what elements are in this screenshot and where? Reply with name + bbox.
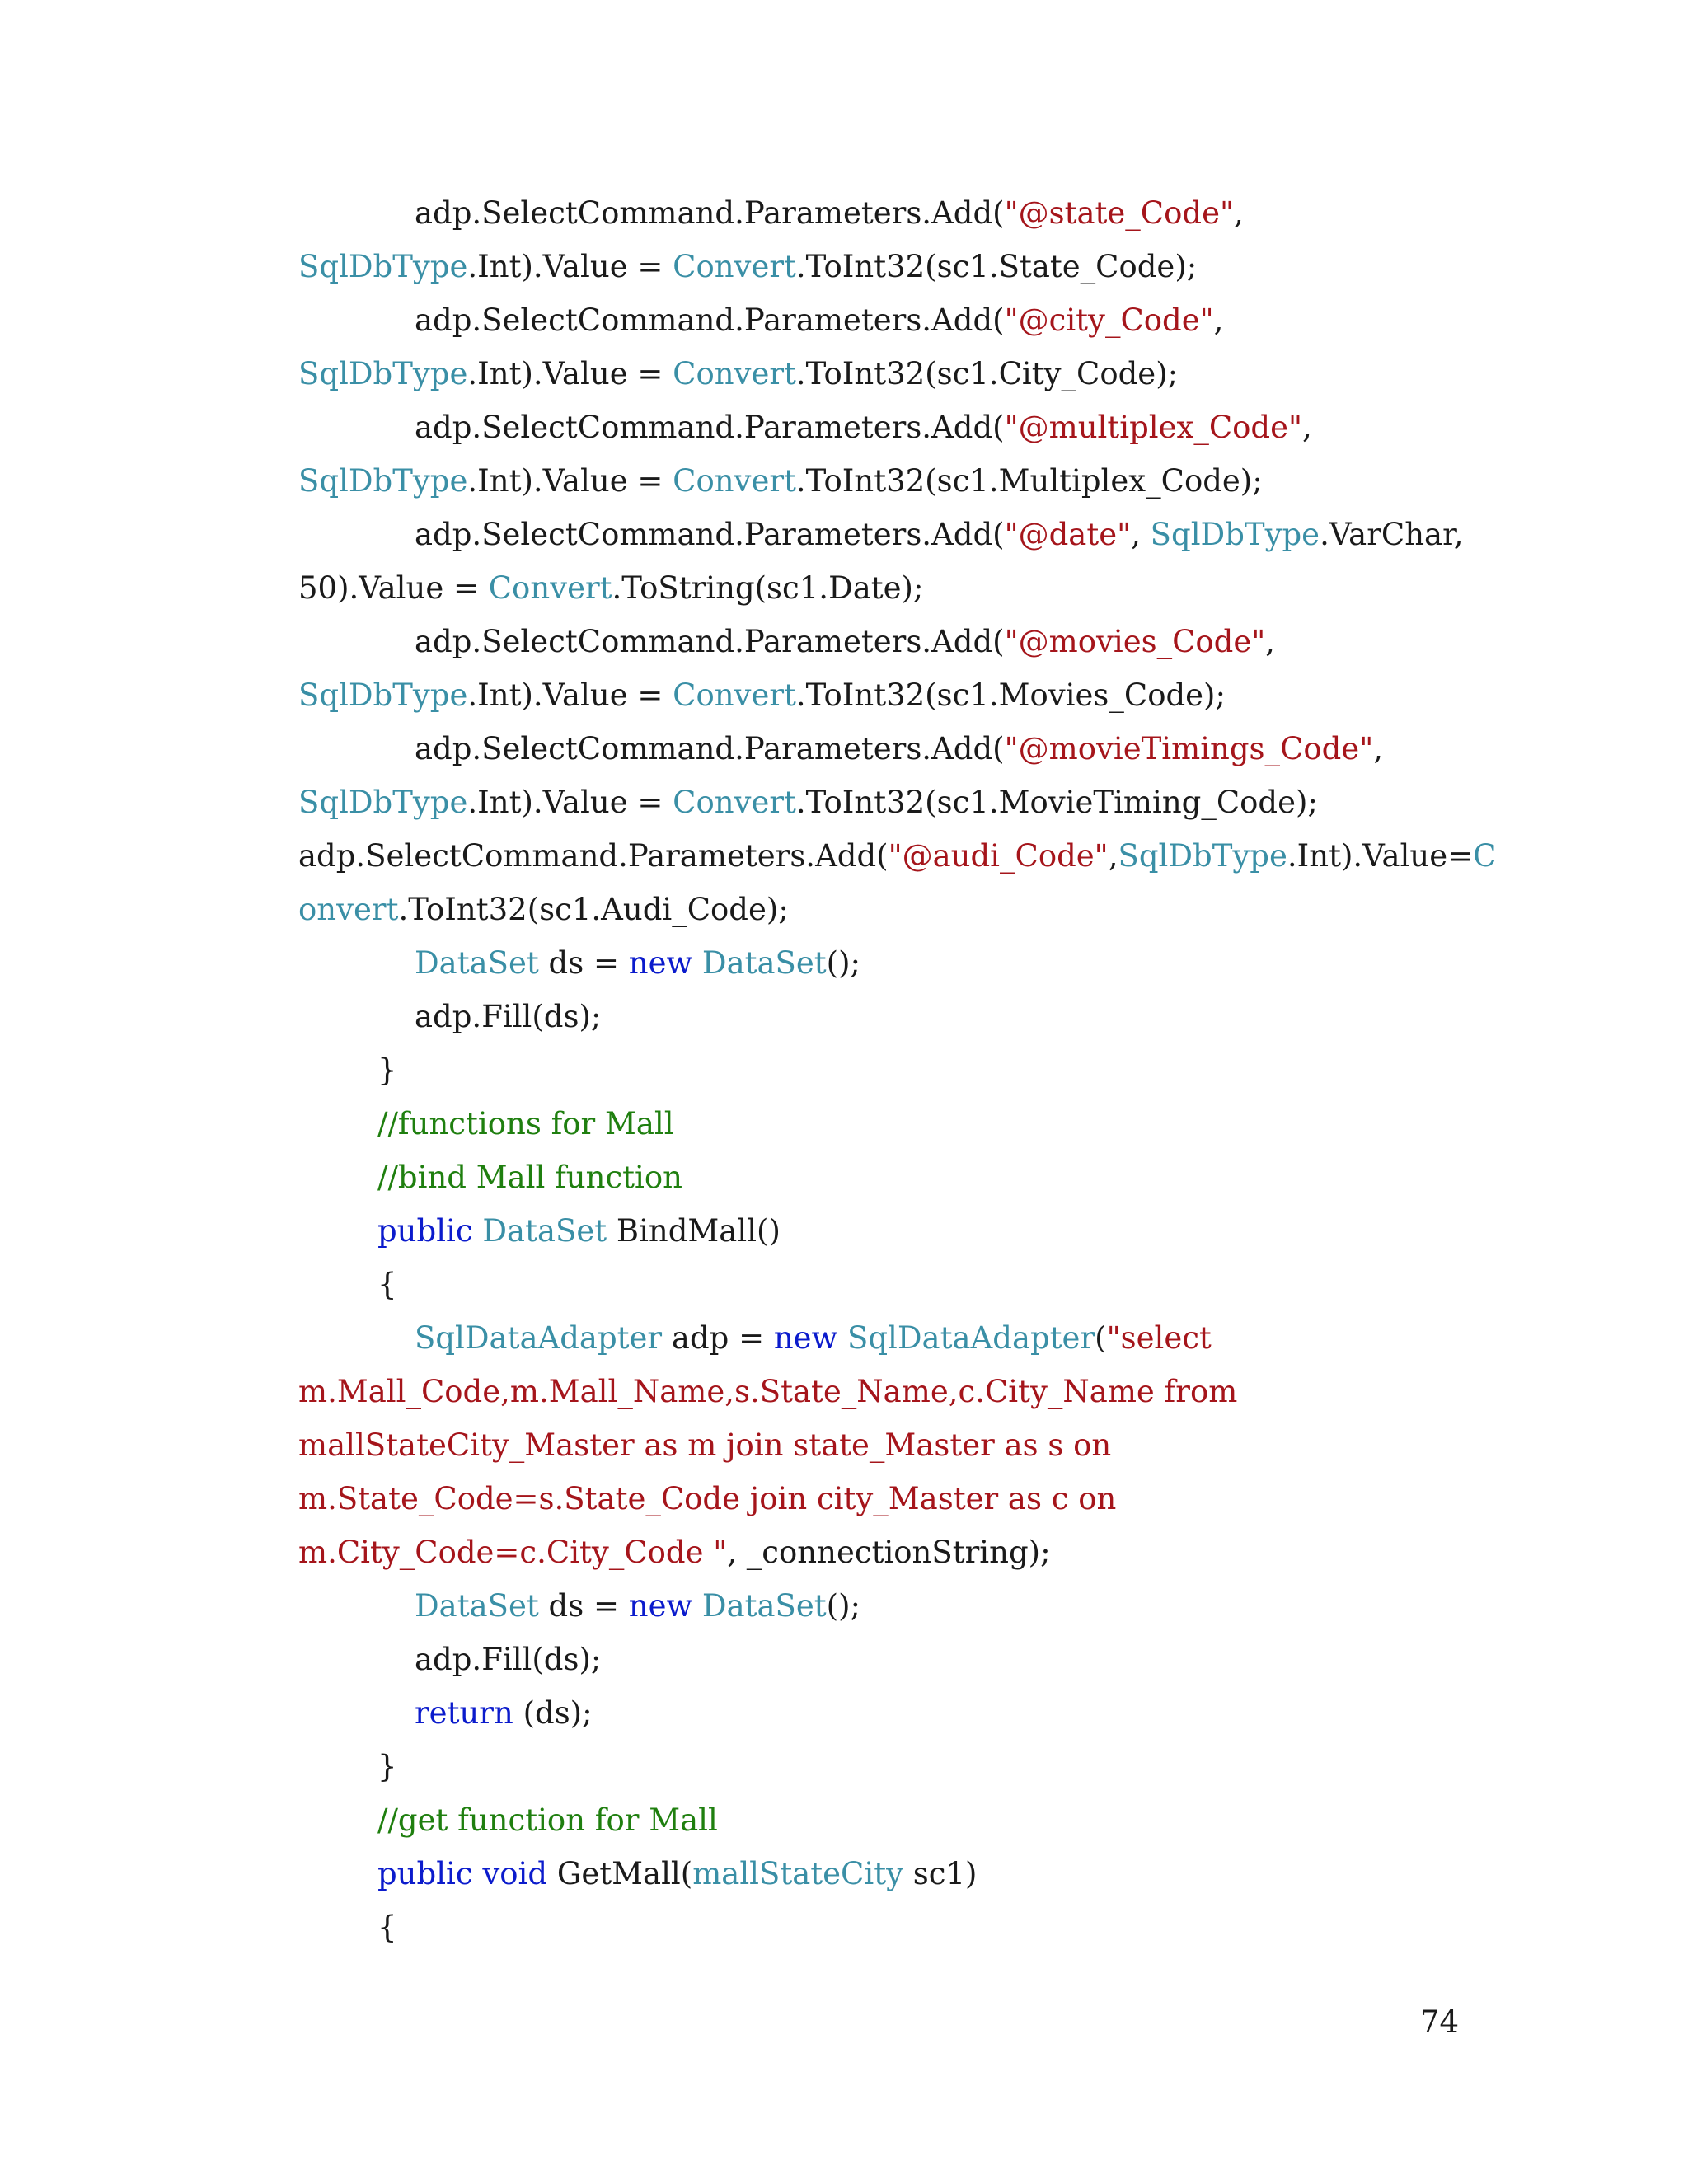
code-line xyxy=(298,1151,1452,1204)
code-token: SqlDbType xyxy=(298,356,468,391)
code-token: adp.Fill(ds); xyxy=(415,999,602,1034)
page-number: 74 xyxy=(1419,2004,1459,2040)
code-token: m.State_Code=s.State_Code join city_Master as c on xyxy=(298,1481,1117,1516)
code-token: Convert xyxy=(673,463,796,499)
code-token: DataSet xyxy=(415,1588,539,1624)
code-token: adp.SelectCommand.Parameters.Add( xyxy=(415,624,1005,659)
code-token: adp.SelectCommand.Parameters.Add( xyxy=(415,302,1005,338)
code-line xyxy=(298,1579,1452,1633)
code-token: adp.SelectCommand.Parameters.Add( xyxy=(298,838,889,874)
code-token xyxy=(473,1856,483,1891)
code-token: .ToInt32(sc1.Multiplex_Code); xyxy=(795,463,1263,499)
code-line xyxy=(298,668,1452,722)
code-token xyxy=(692,1588,702,1624)
code-token: mallStateCity xyxy=(692,1856,903,1891)
code-token: (); xyxy=(826,1588,861,1624)
code-token: public xyxy=(377,1856,473,1891)
code-line xyxy=(298,454,1452,508)
code-line xyxy=(298,401,1452,454)
code-token: sc1) xyxy=(903,1856,978,1891)
code-token: , xyxy=(1131,517,1151,552)
code-line xyxy=(298,883,1452,936)
code-line xyxy=(298,936,1452,990)
code-token: .Int).Value = xyxy=(467,677,673,713)
code-token: .ToInt32(sc1.State_Code); xyxy=(795,249,1198,284)
code-listing xyxy=(298,186,1497,1954)
code-token: , xyxy=(1233,195,1244,231)
code-line xyxy=(298,722,1452,776)
code-token: void xyxy=(482,1856,548,1891)
code-token: m.City_Code=c.City_Code " xyxy=(298,1535,728,1570)
code-token: .ToString(sc1.Date); xyxy=(612,570,924,606)
code-token: ( xyxy=(1095,1320,1107,1356)
code-token: SqlDbType xyxy=(298,785,468,820)
code-token: onvert xyxy=(298,892,399,927)
code-line xyxy=(298,1793,1452,1847)
code-token: mallStateCity_Master as m join state_Master as s on xyxy=(298,1427,1112,1463)
code-token: .ToInt32(sc1.City_Code); xyxy=(795,356,1179,391)
code-line xyxy=(298,186,1452,240)
code-line xyxy=(298,1365,1452,1418)
code-token: .VarChar, xyxy=(1320,517,1464,552)
code-token: { xyxy=(377,1267,397,1302)
code-token: GetMall( xyxy=(547,1856,693,1891)
code-line xyxy=(298,1097,1452,1151)
code-token: .Int).Value = xyxy=(467,249,673,284)
code-token: .ToInt32(sc1.Movies_Code); xyxy=(795,677,1226,713)
code-token: Convert xyxy=(488,570,612,606)
code-token: Convert xyxy=(673,356,796,391)
code-token: 50).Value = xyxy=(298,570,489,606)
code-token: public xyxy=(377,1213,473,1249)
code-line xyxy=(298,615,1452,668)
code-token: BindMall() xyxy=(607,1213,781,1249)
code-line xyxy=(298,240,1452,293)
code-token: //bind Mall function xyxy=(377,1160,682,1195)
code-token: SqlDbType xyxy=(298,463,468,499)
code-line xyxy=(298,1847,1452,1900)
code-token: C xyxy=(1473,838,1497,874)
code-token: SqlDbType xyxy=(298,249,468,284)
code-line xyxy=(298,1633,1452,1686)
code-token: DataSet xyxy=(701,945,827,981)
code-token: "@movies_Code" xyxy=(1004,624,1266,659)
code-token: .ToInt32(sc1.MovieTiming_Code); xyxy=(795,785,1318,820)
code-token: DataSet xyxy=(701,1588,827,1624)
code-token: , xyxy=(1302,410,1312,445)
code-token: SqlDbType xyxy=(298,677,468,713)
code-token: //get function for Mall xyxy=(377,1802,718,1838)
code-token: SqlDbType xyxy=(1118,838,1287,874)
code-line xyxy=(298,347,1452,401)
code-line xyxy=(298,1900,1452,1954)
code-token: DataSet xyxy=(482,1213,607,1249)
code-token xyxy=(692,945,702,981)
code-line xyxy=(298,1043,1452,1097)
code-token: , xyxy=(1108,838,1118,874)
code-token: } xyxy=(377,1052,397,1088)
code-token: m.Mall_Code,m.Mall_Name,s.State_Name,c.City_Name from xyxy=(298,1374,1238,1409)
code-token: .Int).Value = xyxy=(467,785,673,820)
code-token: "@city_Code" xyxy=(1004,302,1214,338)
code-token: "@movieTimings_Code" xyxy=(1004,731,1374,766)
code-token: .Int).Value = xyxy=(467,463,673,499)
code-token: adp.Fill(ds); xyxy=(415,1642,602,1677)
code-line xyxy=(298,1258,1452,1311)
code-line xyxy=(298,990,1452,1043)
code-token: , xyxy=(1213,302,1224,338)
code-line xyxy=(298,776,1452,829)
code-token: SqlDbType xyxy=(1150,517,1320,552)
code-token: SqlDataAdapter xyxy=(847,1320,1095,1356)
code-token: adp.SelectCommand.Parameters.Add( xyxy=(415,731,1005,766)
code-token: //functions for Mall xyxy=(377,1106,674,1141)
code-token: adp = xyxy=(662,1320,774,1356)
code-token: return xyxy=(415,1695,513,1731)
code-token: Convert xyxy=(673,249,796,284)
code-token: new xyxy=(773,1320,838,1356)
code-token: } xyxy=(377,1749,397,1784)
code-token: ds = xyxy=(538,945,629,981)
code-token: "@audi_Code" xyxy=(888,838,1109,874)
code-line xyxy=(298,1472,1452,1526)
code-line xyxy=(298,1204,1452,1258)
code-token: new xyxy=(628,945,693,981)
code-token: "@date" xyxy=(1004,517,1132,552)
code-line xyxy=(298,1526,1452,1579)
code-token: "@state_Code" xyxy=(1004,195,1234,231)
code-line xyxy=(298,1418,1452,1472)
code-token: adp.SelectCommand.Parameters.Add( xyxy=(415,410,1005,445)
code-token: .Int).Value = xyxy=(467,356,673,391)
code-token: , xyxy=(1373,731,1383,766)
code-token: ds = xyxy=(538,1588,629,1624)
code-token: (); xyxy=(826,945,861,981)
code-token: DataSet xyxy=(415,945,539,981)
code-line xyxy=(298,508,1464,561)
code-line xyxy=(298,1686,1452,1740)
code-token xyxy=(473,1213,483,1249)
code-line xyxy=(298,1740,1452,1793)
code-token: SqlDataAdapter xyxy=(415,1320,663,1356)
code-line xyxy=(298,829,1497,883)
code-token: Convert xyxy=(673,677,796,713)
code-token: .Int).Value= xyxy=(1287,838,1474,874)
code-token: { xyxy=(377,1910,397,1945)
code-token xyxy=(837,1320,847,1356)
code-line xyxy=(298,293,1452,347)
code-token: new xyxy=(628,1588,693,1624)
code-line xyxy=(298,1311,1452,1365)
code-token: , _connectionString); xyxy=(727,1535,1051,1570)
code-token: Convert xyxy=(673,785,796,820)
code-token: adp.SelectCommand.Parameters.Add( xyxy=(415,195,1005,231)
code-token: "@multiplex_Code" xyxy=(1004,410,1303,445)
code-token: adp.SelectCommand.Parameters.Add( xyxy=(415,517,1005,552)
code-token: .ToInt32(sc1.Audi_Code); xyxy=(398,892,789,927)
code-token: , xyxy=(1265,624,1276,659)
code-token: "select xyxy=(1106,1320,1212,1356)
code-token: (ds); xyxy=(513,1695,593,1731)
code-line xyxy=(298,561,1452,615)
